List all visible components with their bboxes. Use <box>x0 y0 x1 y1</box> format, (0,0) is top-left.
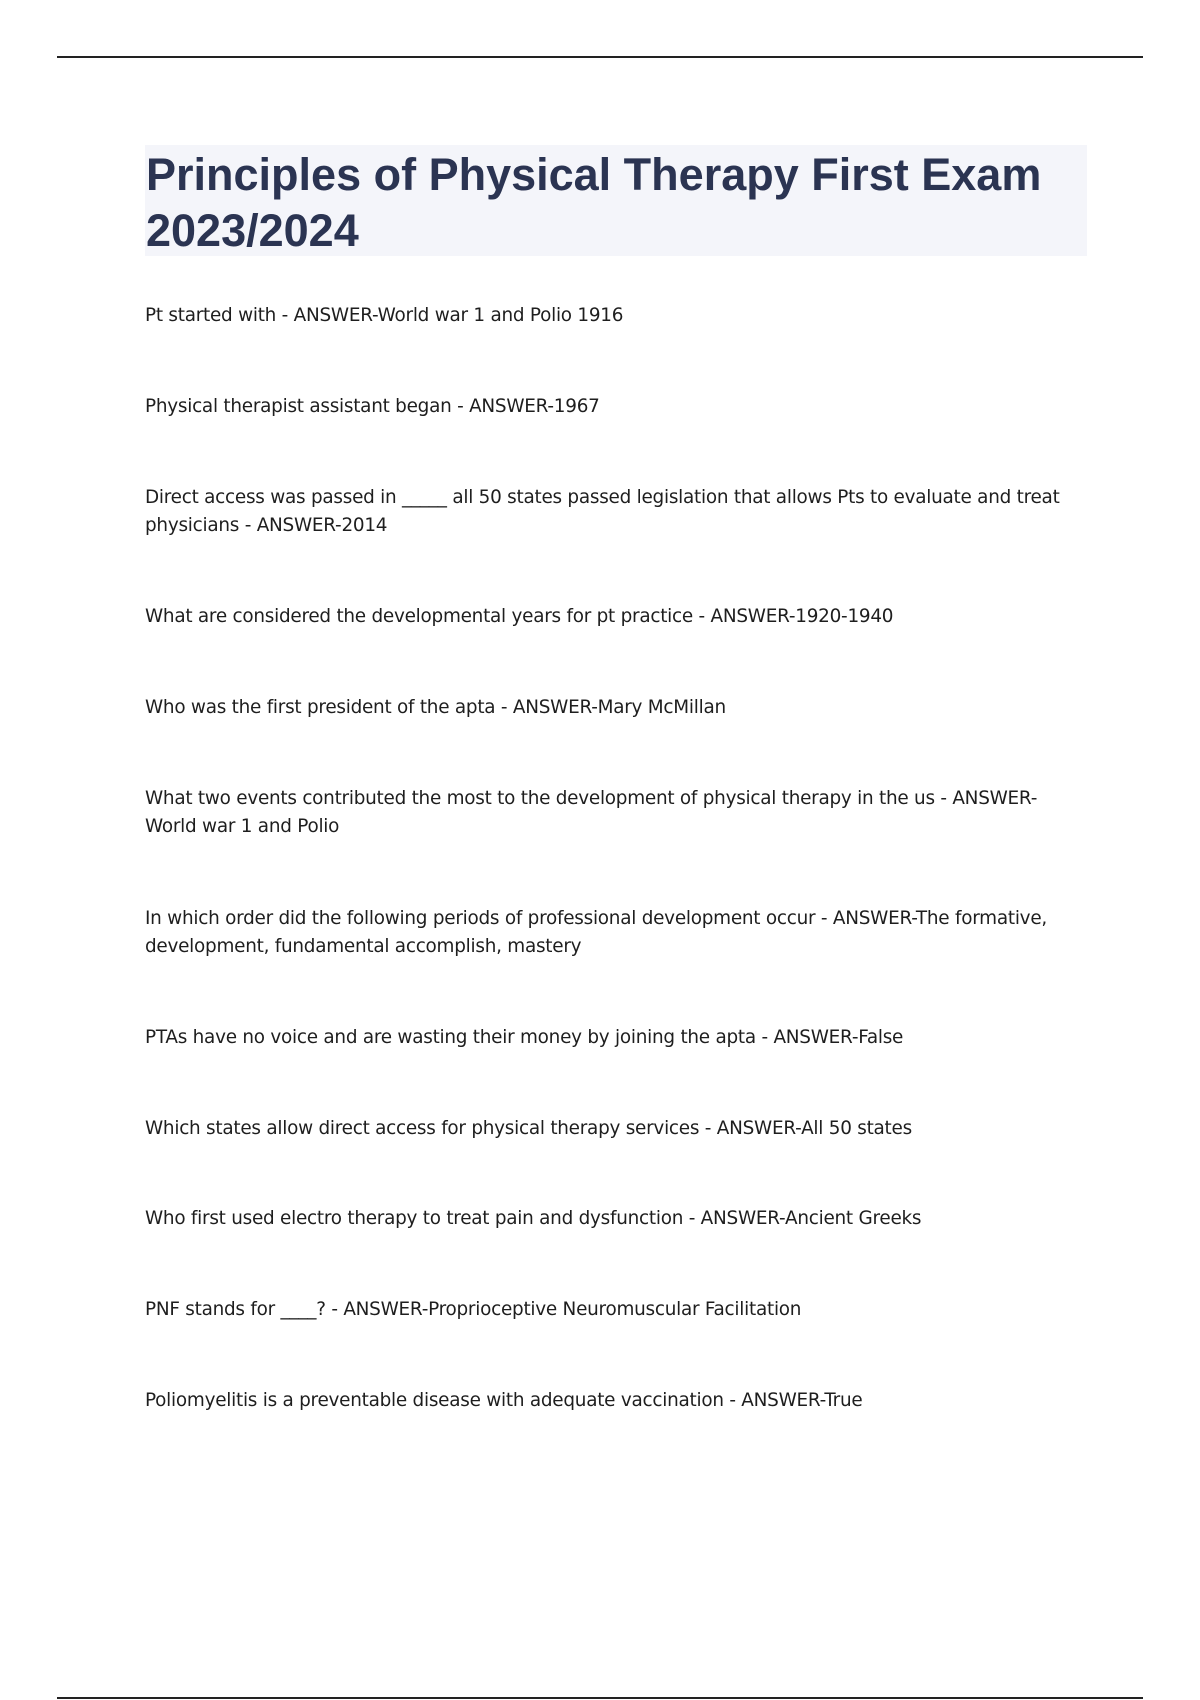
qa-item-1: Pt started with - ANSWER-World war 1 and Polio 1916 <box>145 305 624 326</box>
qa-item-7: In which order did the following periods of professional development occur - ANSWER-The formative, development, fundamental accomplish, mastery <box>145 908 1047 957</box>
qa-item-11: PNF stands for ____? - ANSWER-Proprioceptive Neuromuscular Facilitation <box>145 1299 802 1320</box>
qa-item-6: What two events contributed the most to the development of physical therapy in the us - ANSWER-World war 1 and Polio <box>145 788 1038 837</box>
bottom-rule <box>57 1697 1143 1699</box>
qa-item-3: Direct access was passed in _____ all 50 states passed legislation that allows Pts to evaluate and treat physicians - ANSWER-2014 <box>145 487 1060 536</box>
page-title: Principles of Physical Therapy First Exam 2023/2024 <box>146 149 1042 256</box>
qa-item-8: PTAs have no voice and are wasting their money by joining the apta - ANSWER-False <box>145 1027 904 1048</box>
qa-item-4: What are considered the developmental years for pt practice - ANSWER-1920-1940 <box>145 606 894 627</box>
qa-item-9: Which states allow direct access for physical therapy services - ANSWER-All 50 states <box>145 1118 912 1139</box>
top-rule <box>57 56 1143 58</box>
qa-item-5: Who was the first president of the apta - ANSWER-Mary McMillan <box>145 697 726 718</box>
title-block <box>145 145 1087 256</box>
qa-item-12: Poliomyelitis is a preventable disease with adequate vaccination - ANSWER-True <box>145 1390 863 1411</box>
qa-item-10: Who first used electro therapy to treat pain and dysfunction - ANSWER-Ancient Greeks <box>145 1208 922 1229</box>
qa-item-2: Physical therapist assistant began - ANSWER-1967 <box>145 396 600 417</box>
